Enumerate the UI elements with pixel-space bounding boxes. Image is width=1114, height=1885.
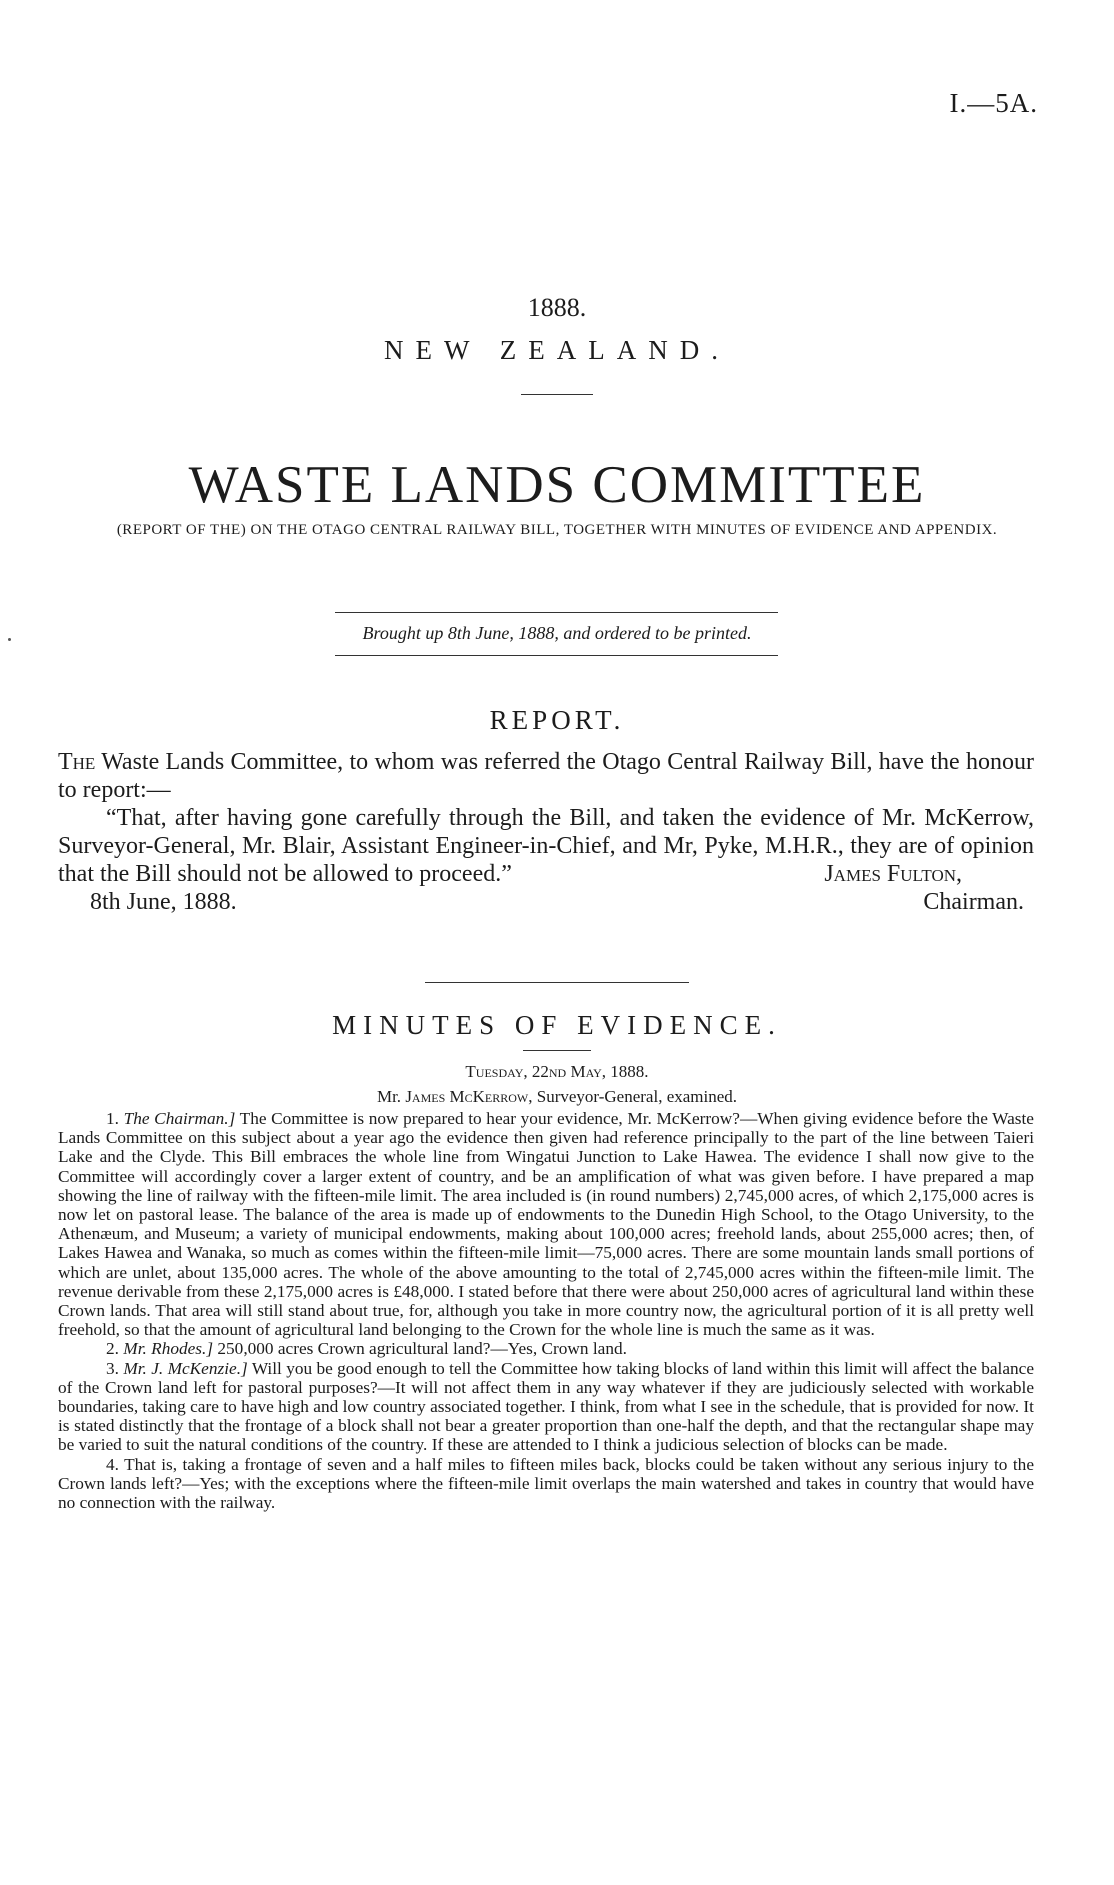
question-text: Will you be good enough to tell the Committee how taking blocks of land within this limit will affect the balance of the Crown land left for pastoral purposes?—It will not affect them in any way whatever if they are judiciously selected with workable boundaries, taking care to have high and low country associated together. I think, from what I see in the schedule, that is provided for now. It is stated distinctly that the frontage of a block shall not bear a greater proportion than one-half the depth, and that the rectangular shape may be varied to suit the natural conditions of the country. If these are attended to I think a judicious selection of blocks can be made.	[58, 1358, 1035, 1455]
divider-rule	[335, 655, 778, 656]
witness-prefix: Mr.	[376, 1087, 402, 1106]
questioner: Mr. J. McKenzie.]	[123, 1358, 248, 1378]
signatory-name: James Fulton,	[824, 861, 962, 887]
report-heading: REPORT.	[489, 705, 625, 735]
report-intro-lead: The	[58, 749, 96, 775]
publication-year: 1888.	[527, 293, 587, 322]
witness-suffix: , Surveyor-General, examined.	[528, 1087, 738, 1106]
divider-rule	[523, 1050, 591, 1051]
brought-up-note: Brought up 8th June, 1888, and ordered to be printed.	[362, 623, 752, 643]
witness-line	[0, 1087, 1114, 1107]
divider-rule	[425, 982, 689, 983]
report-intro-text: Waste Lands Committee, to whom was referred the Otago Central Railway Bill, have the honour to report:—	[58, 749, 1034, 803]
question-text: The Committee is now prepared to hear your evidence, Mr. McKerrow?—When giving evidence before the Waste Lands Committee on this subject about a year ago the evidence then given had reference principally to the part of the line between Taieri Lake and the Clyde. This Bill embraces the whole line from Wingatui Junction to Lake Hawea. The evidence I shall now give to the Committee will accordingly cover a larger extent of country, and be an amplification of what was given before. I have prepared a map showing the line of railway with the fifteen-mile limit. The area included is (in round numbers) 2,745,000 acres, of which 2,175,000 acres is now let on pastoral lease. The balance of the area is made up of endowments to the Dunedin High School, to the Otago University, to the Athenæum, and Museum; a variety of municipal endowments, making about 100,000 acres; freehold lands, about 255,000 acres; then, of Lakes Hawea and Wanaka, so much as comes within the fifteen-mile limit—75,000 acres. There are some mountain lands small portions of which are unlet, about 135,000 acres. The whole of the above amounting to the total of 2,745,000 acres within the fifteen-mile limit. The revenue derivable from these 2,175,000 acres is £48,000. I stated before that there were about 250,000 acres of agricultural land within these Crown lands. That area will still stand about true, for, although you take in more country now, the agricultural portion of it is all pretty well freehold, so that the amount of agricultural land belonging to the Crown for the whole line is much the same as it was.	[58, 1109, 1034, 1340]
report-body	[58, 748, 1034, 916]
country-heading: NEW ZEALAND.	[384, 335, 730, 365]
question-text: 250,000 acres Crown agricultural land?—Yes, Crown land.	[217, 1339, 627, 1359]
question-number: 2.	[106, 1339, 119, 1359]
date-chairman-line	[58, 888, 1034, 916]
question-number: 1.	[106, 1109, 119, 1128]
paper-reference: I.—5A.	[949, 88, 1038, 118]
evidence-question	[58, 1109, 1034, 1339]
question-number: 4.	[106, 1454, 119, 1474]
minutes-heading: MINUTES OF EVIDENCE.	[332, 1010, 782, 1040]
document-title: WASTE LANDS COMMITTEE	[188, 456, 926, 514]
report-intro	[58, 748, 1034, 804]
page-speck	[8, 638, 11, 641]
questioner: The Chairman.]	[123, 1109, 236, 1128]
divider-rule	[335, 612, 778, 613]
report-date: 8th June, 1888.	[90, 889, 237, 915]
questioner: Mr. Rhodes.]	[123, 1339, 214, 1359]
minutes-date: Tuesday, 22nd May, 1888.	[465, 1062, 649, 1081]
divider-rule	[521, 394, 593, 395]
evidence-question	[58, 1455, 1034, 1513]
witness-name: James McKerrow	[405, 1087, 529, 1106]
evidence-question	[58, 1339, 1034, 1358]
evidence-body	[58, 1109, 1034, 1512]
evidence-question	[58, 1359, 1034, 1455]
question-text: That is, taking a frontage of seven and a half miles to fifteen miles back, blocks could be taken without any serious injury to the Crown lands left?—Yes; with the exceptions where the fifteen-mile limit overlaps the main watershed and takes in country that would have no connection with the railway.	[58, 1454, 1034, 1513]
document-subtitle: (REPORT OF THE) ON THE OTAGO CENTRAL RAILWAY BILL, TOGETHER WITH MINUTES OF EVIDENCE AND APPENDIX.	[116, 522, 998, 538]
signatory-role: Chairman.	[923, 889, 1024, 915]
report-resolution: “That, after having gone carefully through the Bill, and taken the evidence of Mr. McKerrow, Surveyor-General, Mr. Blair, Assistant Engineer-in-Chief, and Mr, Pyke, M.H.R., they are of opinion that the Bill should not be allowed to proceed.”	[58, 805, 1034, 887]
question-number: 3.	[106, 1358, 119, 1378]
